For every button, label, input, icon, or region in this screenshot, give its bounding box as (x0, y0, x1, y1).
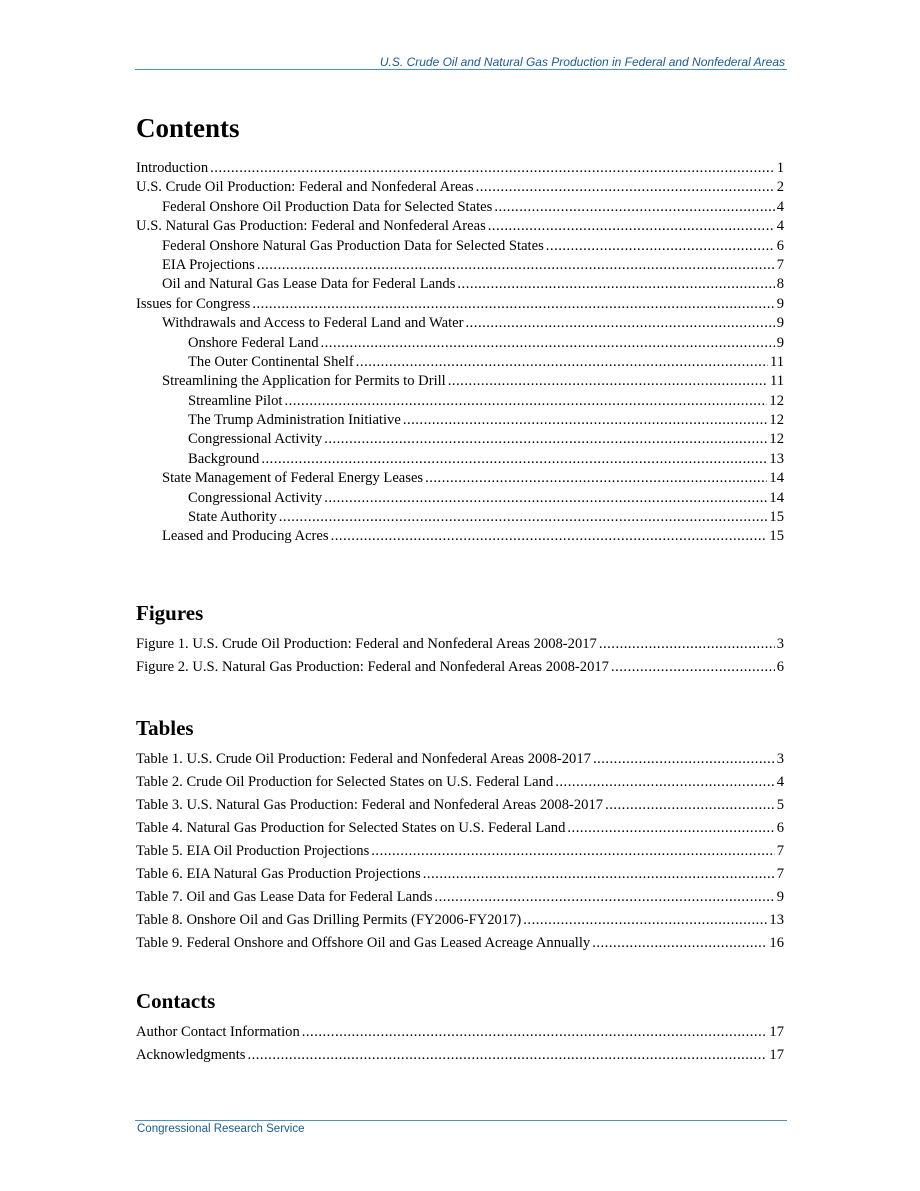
contacts-list (136, 1021, 784, 1067)
toc-entry-page: 17 (769, 1047, 784, 1063)
contacts-title: Contacts (136, 989, 216, 1013)
figures-title: Figures (136, 601, 204, 625)
toc-entry[interactable] (136, 430, 784, 449)
dot-leader (592, 932, 767, 955)
dot-leader (599, 633, 775, 656)
toc-entry[interactable] (136, 909, 784, 932)
toc-entry-page: 9 (776, 295, 784, 312)
toc-entry[interactable] (136, 353, 784, 372)
dot-leader (457, 275, 774, 294)
toc-entry-title: Streamlining the Application for Permits to Drill (162, 373, 446, 390)
toc-entry-title: EIA Projections (162, 256, 255, 273)
toc-entry[interactable] (136, 178, 784, 197)
toc-entry-page: 7 (776, 843, 784, 859)
toc-entry-page: 9 (776, 315, 784, 332)
toc-entry-title: Table 1. U.S. Crude Oil Production: Federal and Nonfederal Areas 2008-2017 (136, 751, 591, 767)
toc-entry-page: 8 (776, 276, 784, 293)
toc-entry-title: Congressional Activity (188, 489, 323, 506)
dot-leader (611, 656, 775, 679)
contents-title: Contents (136, 113, 240, 143)
toc-entry[interactable] (136, 198, 784, 217)
toc-entry[interactable] (136, 771, 784, 794)
toc-entry-page: 4 (776, 198, 784, 215)
toc-entry-title: Table 9. Federal Onshore and Offshore Oil and Gas Leased Acreage Annually (136, 935, 591, 951)
toc-entry-title: Introduction (136, 160, 209, 176)
toc-entry-title: The Outer Continental Shelf (188, 353, 354, 370)
toc-entry[interactable] (136, 932, 784, 955)
toc-entry[interactable] (136, 314, 784, 333)
toc-entry[interactable] (136, 159, 784, 178)
toc-entry-page: 4 (776, 774, 784, 790)
toc-entry[interactable] (136, 508, 784, 527)
dot-leader (321, 334, 775, 353)
toc-entry-title: Figure 1. U.S. Crude Oil Production: Federal and Nonfederal Areas 2008-2017 (136, 636, 597, 652)
toc-entry[interactable] (136, 794, 784, 817)
toc-entry-title: Congressional Activity (188, 431, 323, 448)
header-rule (135, 69, 787, 70)
toc-entry-title: Federal Onshore Oil Production Data for Selected States (162, 198, 493, 215)
dot-leader (284, 392, 767, 411)
toc-entry-title: Table 7. Oil and Gas Lease Data for Federal Lands (136, 889, 433, 905)
toc-entry-title: Leased and Producing Acres (162, 528, 329, 545)
toc-entry-page: 7 (776, 866, 784, 882)
toc-entry[interactable] (136, 633, 784, 656)
dot-leader (605, 794, 775, 817)
dot-leader (423, 863, 775, 886)
toc-entry-title: Streamline Pilot (188, 392, 283, 409)
toc-entry-title: Table 5. EIA Oil Production Projections (136, 843, 370, 859)
toc-entry-title: U.S. Natural Gas Production: Federal and Nonfederal Areas (136, 218, 486, 235)
toc-entry-page: 7 (776, 256, 784, 273)
toc-entry[interactable] (136, 1021, 784, 1044)
toc-entry-page: 9 (776, 889, 784, 905)
toc-entry-title: Acknowledgments (136, 1047, 246, 1063)
toc-entry-title: State Management of Federal Energy Leases (162, 470, 424, 487)
dot-leader (261, 450, 767, 469)
toc-entry-page: 5 (776, 797, 784, 813)
toc-entry-page: 6 (776, 659, 784, 675)
dot-leader (567, 817, 774, 840)
dot-leader (448, 372, 768, 391)
dot-leader (555, 771, 774, 794)
dot-leader (425, 469, 767, 488)
toc-entry-title: Table 6. EIA Natural Gas Production Projections (136, 866, 421, 882)
dot-leader (356, 353, 768, 372)
dot-leader (523, 909, 767, 932)
toc-entry-title: Author Contact Information (136, 1024, 300, 1040)
toc-entry-page: 13 (769, 912, 784, 928)
toc-entry-page: 3 (776, 751, 784, 767)
toc-entry[interactable] (136, 748, 784, 771)
toc-entry[interactable] (136, 527, 784, 546)
dot-leader (302, 1021, 768, 1044)
toc-entry-page: 3 (776, 636, 784, 652)
toc-entry[interactable] (136, 469, 784, 488)
toc-entry-title: Issues for Congress (136, 295, 251, 312)
toc-entry[interactable] (136, 372, 784, 391)
dot-leader (476, 178, 775, 197)
toc-entry[interactable] (136, 411, 784, 430)
toc-entry-title: The Trump Administration Initiative (188, 412, 401, 429)
toc-entry-title: Onshore Federal Land (188, 334, 319, 351)
toc-entry[interactable] (136, 256, 784, 275)
dot-leader (403, 411, 768, 430)
toc-entry-title: Table 2. Crude Oil Production for Selected States on U.S. Federal Land (136, 774, 554, 790)
toc-entry[interactable] (136, 1044, 784, 1067)
toc-entry-page: 11 (769, 353, 784, 370)
toc-entry-page: 11 (769, 373, 784, 390)
toc-entry-page: 12 (769, 412, 784, 429)
toc-entry[interactable] (136, 489, 784, 508)
dot-leader (247, 1044, 767, 1067)
toc-entry-page: 6 (776, 820, 784, 836)
toc-entry[interactable] (136, 295, 784, 314)
contents-list (136, 159, 784, 547)
tables-list (136, 748, 784, 955)
toc-entry-title: Withdrawals and Access to Federal Land and Water (162, 315, 464, 332)
dot-leader (466, 314, 775, 333)
footer-org: Congressional Research Service (137, 1123, 305, 1135)
toc-entry-page: 17 (769, 1024, 784, 1040)
dot-leader (324, 430, 767, 449)
toc-entry[interactable] (136, 275, 784, 294)
toc-entry-title: Figure 2. U.S. Natural Gas Production: Federal and Nonfederal Areas 2008-2017 (136, 659, 609, 675)
toc-entry-page: 14 (769, 489, 784, 506)
running-header: U.S. Crude Oil and Natural Gas Production in Federal and Nonfederal Areas (379, 55, 785, 69)
toc-entry[interactable] (136, 237, 784, 256)
dot-leader (593, 748, 775, 771)
dot-leader (434, 886, 774, 909)
dot-leader (210, 159, 775, 178)
toc-entry[interactable] (136, 886, 784, 909)
toc-entry-title: Table 4. Natural Gas Production for Selected States on U.S. Federal Land (136, 820, 566, 836)
toc-entry-title: U.S. Crude Oil Production: Federal and Nonfederal Areas (136, 179, 474, 196)
toc-entry[interactable] (136, 656, 784, 679)
toc-entry[interactable] (136, 334, 784, 353)
toc-entry[interactable] (136, 817, 784, 840)
toc-entry-page: 12 (769, 431, 784, 448)
toc-entry[interactable] (136, 392, 784, 411)
dot-leader (279, 508, 768, 527)
toc-entry-page: 1 (776, 160, 784, 176)
toc-entry-page: 13 (769, 450, 784, 467)
toc-entry-title: Table 3. U.S. Natural Gas Production: Federal and Nonfederal Areas 2008-2017 (136, 797, 604, 813)
dot-leader (331, 527, 768, 546)
toc-entry-page: 15 (769, 509, 784, 526)
dot-leader (257, 256, 775, 275)
toc-entry[interactable] (136, 217, 784, 236)
toc-entry-page: 15 (769, 528, 784, 545)
toc-entry-page: 4 (776, 218, 784, 235)
toc-entry-title: State Authority (188, 509, 277, 526)
toc-entry-page: 6 (776, 237, 784, 254)
toc-entry-title: Table 8. Onshore Oil and Gas Drilling Permits (FY2006-FY2017) (136, 912, 522, 928)
figures-list (136, 633, 784, 679)
tables-title: Tables (136, 716, 194, 740)
toc-entry[interactable] (136, 840, 784, 863)
toc-entry-title: Oil and Natural Gas Lease Data for Federal Lands (162, 276, 456, 293)
dot-leader (488, 217, 775, 236)
toc-entry-title: Background (188, 450, 260, 467)
toc-entry[interactable] (136, 863, 784, 886)
toc-entry-page: 2 (776, 179, 784, 196)
footer-rule (135, 1120, 787, 1121)
dot-leader (494, 198, 774, 217)
toc-entry-page: 12 (769, 392, 784, 409)
toc-entry-page: 9 (776, 334, 784, 351)
toc-entry-page: 16 (769, 935, 784, 951)
toc-entry-title: Federal Onshore Natural Gas Production Data for Selected States (162, 237, 544, 254)
toc-entry[interactable] (136, 450, 784, 469)
toc-entry-page: 14 (769, 470, 784, 487)
dot-leader (546, 237, 775, 256)
dot-leader (324, 489, 767, 508)
dot-leader (252, 295, 774, 314)
dot-leader (371, 840, 774, 863)
